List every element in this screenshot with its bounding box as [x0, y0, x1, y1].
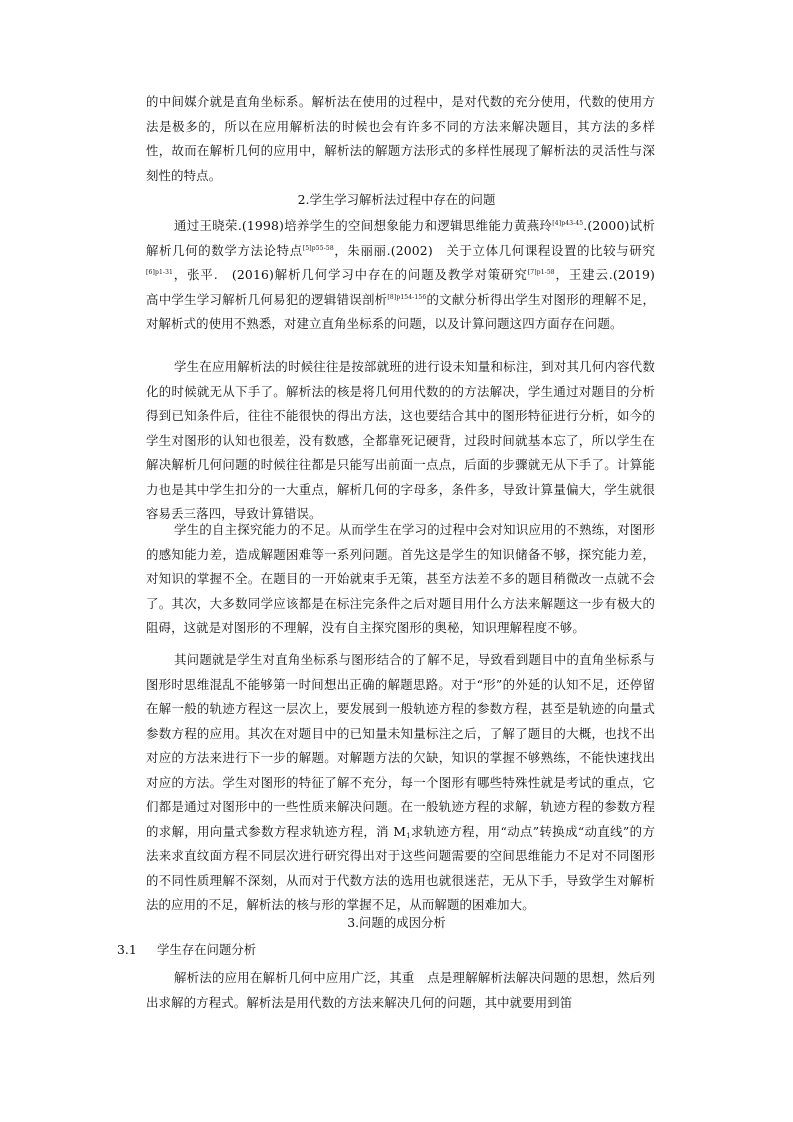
citation-ref: [5]p55-58: [302, 244, 334, 252]
subsection-heading-3-1: [117, 938, 256, 962]
text: ，朱丽丽.(2002) 关于立体几何课程设置的比较与研究: [333, 242, 655, 258]
subscript: 1: [406, 831, 411, 840]
paragraph-problem-2: 学生的自主探究能力的不足。从而学生在学习的过程中会对知识应用的不熟练，对图形的感知能力差，造成解题困难等一系列问题。首先这是学生的知识储备不够，探究能力差，对知识的掌握不全。在题目的一开始就束手无策，甚至方法差不多的题目稍微改一点就不会了。其次，大多数同学应该都是在标注完条件之后对题目用什么方法来解题这一步有极大的阻碍，这就是对图形的不理解，没有自主探究图形的奥秘，知识理解程度不够。: [146, 522, 655, 635]
citation-ref: [7]p1-58: [527, 269, 555, 276]
text: 求轨迹方程，用“动点”转换成“动直线”的方法来求直纹面方程不同层次进行研究得出对于这些问题需要的空间思维能力不足对不同图形的不同性质理解不深刻，从而对于代数方法的选用也就很迷茫，无从下手，导致学生对解析法的应用的不足，解析法的核与形的掌握不足，从而解题的困难加大。: [146, 823, 655, 912]
paragraph-literature-review: [146, 214, 668, 337]
text: 的文献分析得出学生对图形的理解不足，对解析式的使用不熟悉，对建立直角坐标系的问题，以及计算问题这四方面存在问题。: [146, 291, 655, 331]
paragraph-problem-3: [146, 648, 655, 918]
text: ，张平. (2016)解析几何学习中存在的问题及教学对策研究: [173, 267, 528, 282]
text: 通过王晓荣.(1998)培养学生的空间想象能力和逻辑思维能力黄燕玲: [174, 218, 553, 233]
paragraph-intro-continued: 的中间媒介就是直角坐标系。解析法在使用的过程中，是对代数的充分使用，代数的使用方法是极多的，所以在应用解析法的时候也会有许多不同的方法来解决题目，其方法的多样性，故而在解析几何的应用中，解析法的解题方法形式的多样性展现了解析法的灵活性与深刻性的特点。: [146, 94, 655, 183]
text: ，王建云.(2019) 高中学生学习解析几何易犯的逻辑错误剖析: [146, 267, 668, 307]
citation-ref: [4]p43-45: [552, 220, 584, 227]
section-heading-3: 3.问题的成因分析: [347, 915, 446, 930]
text: 其问题就是学生对直角坐标系与图形结合的了解不足，导致看到题目中的直角坐标系与图形时思维混乱不能够第一时间想出正确的解题思路。对于“形”的外延的认知不足，还停留在解一般的轨迹方程这一层次上，要发展到一般轨迹方程的参数方程，甚至是轨迹的向量式参数方程的应用。其次在对题目中的已知量未知量标注之后，了解了题目的大概，也找不出对应的方法来进行下一步的解题。对解题方法的欠缺，知识的掌握不够熟练，不能快速找出对应的方法。学生对图形的特征了解不充分，每一个图形有哪些特殊性就是考试的重点，它们都是通过对图形中的一些性质来解决问题。在一般轨迹方程的求解，轨迹方程的参数方程的求解，用向量式参数方程求轨迹方程，消 M: [146, 652, 655, 839]
paragraph-problem-1: 学生在应用解析法的时候往往是按部就班的进行设未知量和标注，到对其几何内容代数化的时候就无从下手了。解析法的核是将几何用代数的的方法解决，学生通过对题目的分析得到已知条件后，往往不能很快的得出方法，这也要结合其中的图形特征进行分析，如今的学生对图形的认知也很差，没有数感，全都靠死记硬背，过段时间就基本忘了，所以学生在解决解析几何问题的时候往往都是只能写出前面一点点，后面的步骤就无从下手了。计算能力也是其中学生扣分的一大重点，解析几何的字母多，条件多，导致计算量偏大，学生就很容易丢三落四，导致计算错误。: [146, 359, 655, 521]
section-heading-2: 2.学生学习解析法过程中存在的问题: [297, 192, 496, 207]
subsection-number: 3.1: [117, 942, 137, 957]
paragraph-analysis: 解析法的应用在解析几何中应用广泛，其重 点是理解解析法解决问题的思想，然后列出求解的方程式。解析法是用代数的方法来解决几何的问题，其中就要用到笛: [146, 970, 655, 1010]
subsection-title: 学生存在问题分析: [157, 942, 257, 957]
citation-ref: [6]p1-31: [146, 269, 174, 276]
citation-ref: [8]p154-156: [387, 293, 427, 301]
text: .(2000)试析解析几何的数学方法论特点: [146, 218, 655, 258]
